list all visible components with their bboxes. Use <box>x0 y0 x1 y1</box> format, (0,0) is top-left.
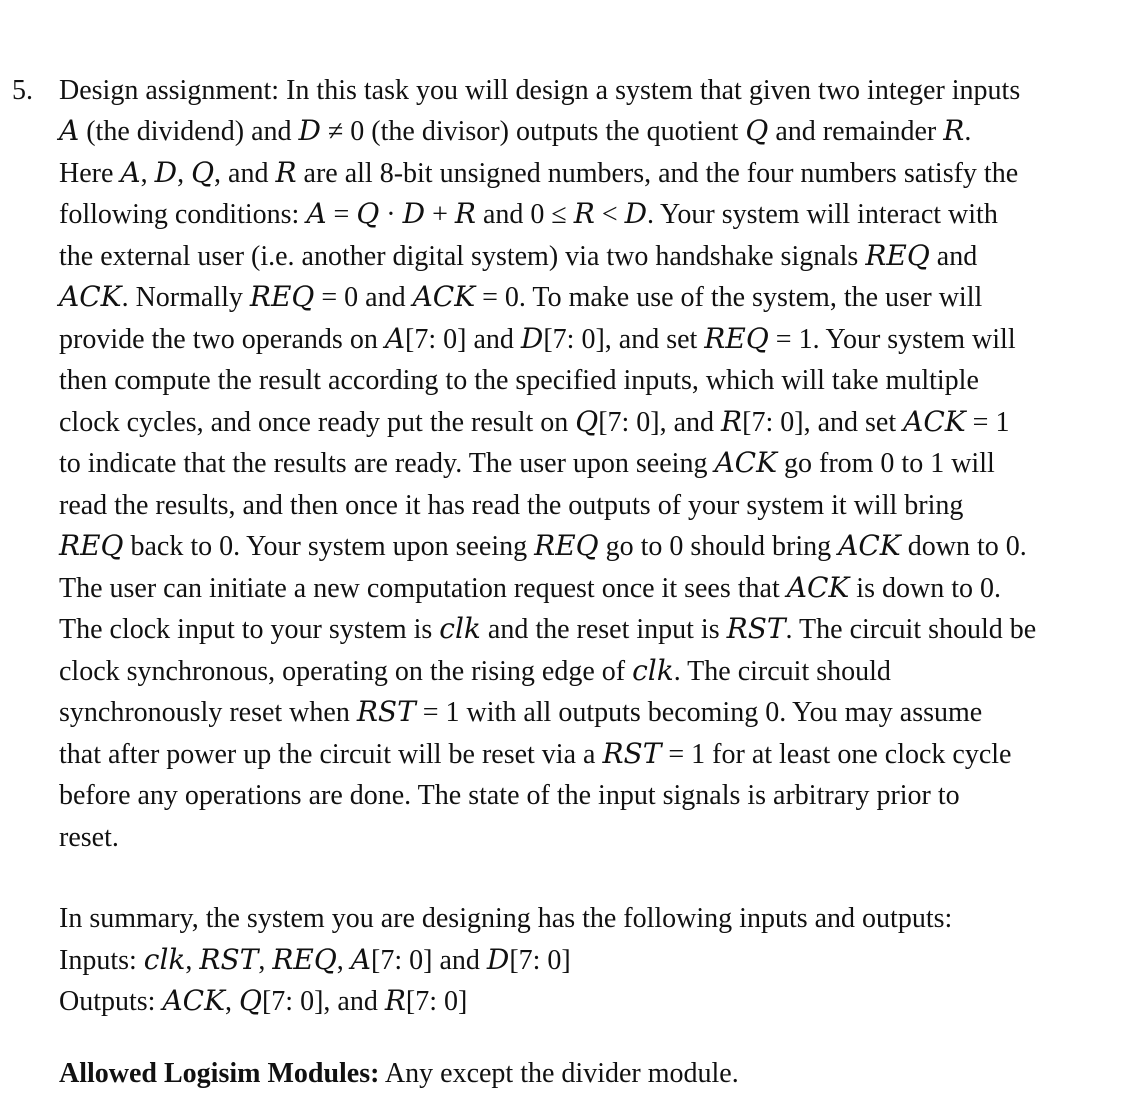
inputs-line: Inputs: 𝑐𝑙𝑘, 𝑅𝑆𝑇, 𝑅𝐸𝑄, 𝐴[7: 0] and 𝐷[7: 0] <box>59 945 571 976</box>
paragraph-line: before any operations are done. The state of the input signals is arbitrary prior to <box>59 780 960 811</box>
paragraph-line: provide the two operands on 𝐴[7: 0] and 𝐷[7: 0], and set 𝑅𝐸𝑄 = 1. Your system will <box>59 324 1016 355</box>
paragraph-line: that after power up the circuit will be reset via a 𝑅𝑆𝑇 = 1 for at least one clock cycle <box>59 739 1012 770</box>
summary-intro: In summary, the system you are designing has the following inputs and outputs: <box>59 903 953 934</box>
paragraph-line: 𝑅𝐸𝑄 back to 0. Your system upon seeing 𝑅𝐸𝑄 go to 0 should bring 𝐴𝐶𝐾 down to 0. <box>59 531 1027 562</box>
paragraph-line: clock cycles, and once ready put the result on 𝑄[7: 0], and 𝑅[7: 0], and set 𝐴𝐶𝐾 = 1 <box>59 407 1010 438</box>
paragraph-line: to indicate that the results are ready. The user upon seeing 𝐴𝐶𝐾 go from 0 to 1 will <box>59 448 995 479</box>
paragraph-line: the external user (i.e. another digital system) via two handshake signals 𝑅𝐸𝑄 and <box>59 241 978 272</box>
paragraph-line: synchronously reset when 𝑅𝑆𝑇 = 1 with all outputs becoming 0. You may assume <box>59 697 983 728</box>
paragraph-line: Design assignment: In this task you will design a system that given two integer inputs <box>59 75 1021 106</box>
allowed-modules <box>59 1053 739 1095</box>
paragraph-line: The user can initiate a new computation request once it sees that 𝐴𝐶𝐾 is down to 0. <box>59 573 1001 604</box>
allowed-modules-label: Allowed Logisim Modules: <box>59 1058 380 1089</box>
paragraph-line: reset. <box>59 822 119 853</box>
paragraph-line: then compute the result according to the specified inputs, which will take multiple <box>59 365 979 396</box>
outputs-line: Outputs: 𝐴𝐶𝐾, 𝑄[7: 0], and 𝑅[7: 0] <box>59 986 468 1017</box>
paragraph-line: read the results, and then once it has read the outputs of your system it will bring <box>59 490 964 521</box>
question-number: 5. <box>12 75 33 106</box>
paragraph-line: Here 𝐴, 𝐷, 𝑄, and 𝑅 are all 8-bit unsigned numbers, and the four numbers satisfy the <box>59 158 1019 189</box>
paragraph-line: 𝐴 (the dividend) and 𝐷 ≠ 0 (the divisor) outputs the quotient 𝑄 and remainder 𝑅. <box>59 116 972 147</box>
allowed-modules-text: Any except the divider module. <box>379 1058 739 1089</box>
paragraph-line: following conditions: 𝐴 = 𝑄 · 𝐷 + 𝑅 and 0 ≤ 𝑅 < 𝐷. Your system will interact with <box>59 199 998 230</box>
paragraph-line: The clock input to your system is 𝑐𝑙𝑘 and the reset input is 𝑅𝑆𝑇. The circuit should be <box>59 614 1037 645</box>
paragraph-line: clock synchronous, operating on the rising edge of 𝑐𝑙𝑘. The circuit should <box>59 656 891 687</box>
paragraph-line: 𝐴𝐶𝐾. Normally 𝑅𝐸𝑄 = 0 and 𝐴𝐶𝐾 = 0. To make use of the system, the user will <box>59 282 983 313</box>
